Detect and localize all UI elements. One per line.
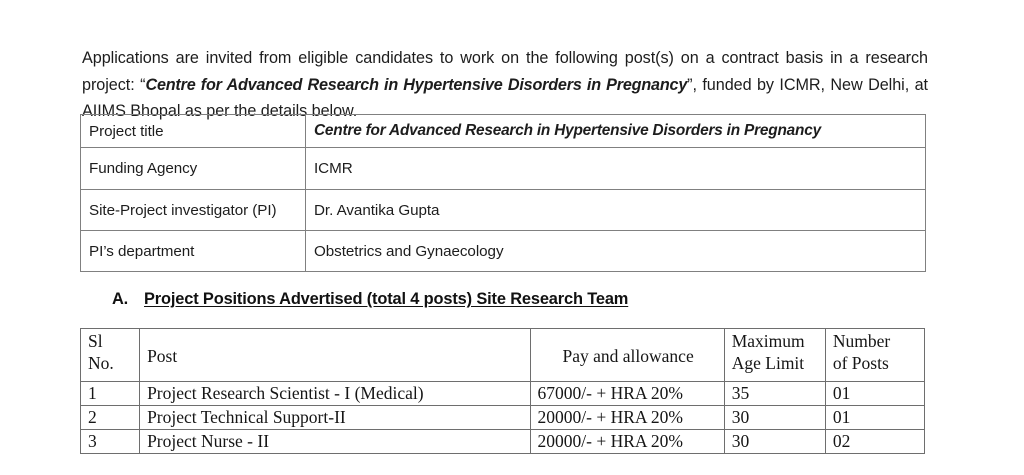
column-header-age-limit (724, 329, 825, 382)
section-a-title: Project Positions Advertised (total 4 posts) Site Research Team (144, 290, 629, 308)
intro-text-part1: Applications are invited from eligible candidates to work on the following post(s) on a contract basis in a research project: “ (82, 49, 928, 94)
cell-pay: 20000/- + HRA 20% (530, 406, 724, 430)
detail-value-funding-agency: ICMR (306, 148, 926, 190)
cell-number-of-posts: 02 (825, 430, 924, 454)
intro-project-name: Centre for Advanced Research in Hypertensive Disorders in Pregnancy (145, 75, 688, 94)
column-header-sl-no (81, 329, 140, 382)
table-row (81, 430, 925, 454)
cell-post: Project Technical Support-II (140, 406, 530, 430)
cell-post: Project Research Scientist - I (Medical) (140, 382, 530, 406)
cell-number-of-posts: 01 (825, 382, 924, 406)
detail-label-pi-department: PI’s department (81, 231, 306, 272)
column-header-number-of-posts (825, 329, 924, 382)
column-header-sl-no-line2: No. (88, 353, 114, 373)
detail-value-pi-department: Obstetrics and Gynaecology (306, 231, 926, 272)
detail-label-funding-agency: Funding Agency (81, 148, 306, 190)
detail-value-site-pi: Dr. Avantika Gupta (306, 190, 926, 231)
cell-number-of-posts: 01 (825, 406, 924, 430)
section-a-heading (112, 290, 628, 309)
cell-sl-no: 2 (81, 406, 140, 430)
detail-value-project-title: Centre for Advanced Research in Hypertensive Disorders in Pregnancy (306, 115, 926, 148)
table-row (81, 406, 925, 430)
cell-age-limit: 30 (724, 430, 825, 454)
detail-label-site-pi: Site-Project investigator (PI) (81, 190, 306, 231)
table-row (81, 231, 926, 272)
cell-sl-no: 1 (81, 382, 140, 406)
project-details-table (80, 114, 926, 272)
cell-pay: 20000/- + HRA 20% (530, 430, 724, 454)
column-header-post: Post (140, 329, 530, 382)
column-header-number-of-posts-line1: Number (832, 331, 891, 351)
table-row (81, 190, 926, 231)
cell-age-limit: 35 (724, 382, 825, 406)
column-header-age-limit-line2: Age Limit (731, 353, 805, 373)
table-header-row (81, 329, 925, 382)
table-row (81, 382, 925, 406)
project-positions-table (80, 328, 925, 454)
column-header-sl-no-line1: Sl (88, 331, 103, 351)
detail-label-project-title: Project title (81, 115, 306, 148)
cell-age-limit: 30 (724, 406, 825, 430)
table-row (81, 115, 926, 148)
intro-paragraph (82, 45, 928, 125)
column-header-number-of-posts-line2: of Posts (832, 353, 889, 373)
table-row (81, 148, 926, 190)
column-header-pay: Pay and allowance (530, 329, 724, 382)
cell-pay: 67000/- + HRA 20% (530, 382, 724, 406)
column-header-age-limit-line1: Maximum (731, 331, 805, 351)
cell-sl-no: 3 (81, 430, 140, 454)
cell-post: Project Nurse - II (140, 430, 530, 454)
section-a-letter: A. (112, 290, 129, 308)
intro-text-part2: ”, funded by ICMR, New Delhi, at AIIMS Bhopal as per the details below. (82, 75, 928, 121)
